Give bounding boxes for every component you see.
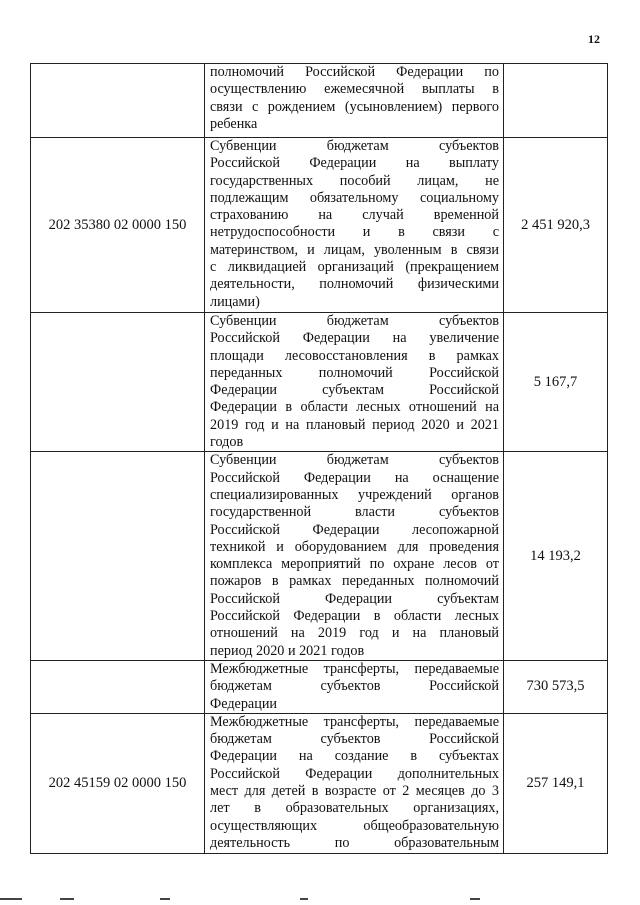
description-line: бюджетам субъектов Российской — [210, 678, 499, 695]
page-bottom-marks — [0, 895, 640, 901]
table-row — [31, 660, 608, 713]
description-line: подлежащим обязательному социальному — [210, 189, 499, 206]
description-line: Российской Федерации дополнительных — [210, 765, 499, 782]
amount-cell — [504, 64, 608, 138]
description-line: мест для детей в возрасте от 2 месяцев до 3 — [210, 783, 499, 800]
amount-cell: 5 167,7 — [504, 313, 608, 452]
description-cell — [205, 713, 504, 853]
description-line: площади лесовосстановления в рамках — [210, 347, 499, 364]
description-line-last: лицами) — [210, 293, 260, 310]
budget-table — [30, 63, 608, 854]
description-line: 2019 год и на плановый период 2020 и 2021 — [210, 416, 499, 433]
amount-cell: 257 149,1 — [504, 713, 608, 853]
description-line-last: период 2020 и 2021 годов — [210, 642, 365, 659]
description-line: переданных полномочий Российской — [210, 364, 499, 381]
description-line: Межбюджетные трансферты, передаваемые — [210, 660, 499, 677]
table-row — [31, 452, 608, 661]
budget-code-cell — [31, 452, 205, 661]
description-line: деятельности, полномочий физическими — [210, 276, 499, 293]
budget-code-cell: 202 45159 02 0000 150 — [31, 713, 205, 853]
description-line: страхованию на случай временной — [210, 207, 499, 224]
description-cell — [205, 138, 504, 313]
description-line: Субвенции бюджетам субъектов — [210, 452, 499, 469]
description-line: государственной власти субъектов — [210, 504, 499, 521]
page-number: 12 — [588, 32, 600, 46]
description-line: комплекса мероприятий по охране лесов от — [210, 556, 499, 573]
table-row — [31, 313, 608, 452]
description-line: Федерации в области лесных отношений на — [210, 399, 499, 416]
description-cell — [205, 64, 504, 138]
table-row — [31, 64, 608, 138]
description-line: лет в образовательных организациях, — [210, 800, 499, 817]
description-line: государственных пособий лицам, не — [210, 172, 499, 189]
budget-code-cell: 202 35380 02 0000 150 — [31, 138, 205, 313]
description-cell — [205, 660, 504, 713]
description-line: осуществлению ежемесячной выплаты в — [210, 81, 499, 98]
budget-code-cell — [31, 313, 205, 452]
description-line: отношений на 2019 год и на плановый — [210, 625, 499, 642]
description-line-last: ребенка — [210, 115, 258, 132]
description-line: Российской Федерации на оснащение — [210, 469, 499, 486]
description-line: с ликвидацией организаций (прекращением — [210, 259, 499, 276]
description-line: пожаров в рамках переданных полномочий — [210, 573, 499, 590]
budget-code-cell — [31, 64, 205, 138]
description-line-last: Федерации — [210, 695, 278, 712]
description-line: Российской Федерации лесопожарной — [210, 521, 499, 538]
description-line: полномочий Российской Федерации по — [210, 64, 499, 80]
description-line: Российской Федерации субъектам — [210, 590, 499, 607]
table-row — [31, 138, 608, 313]
amount-cell: 2 451 920,3 — [504, 138, 608, 313]
description-line: Российской Федерации на выплату — [210, 155, 499, 172]
description-cell — [205, 452, 504, 661]
description-line: Федерации субъектам Российской — [210, 382, 499, 399]
description-line: нетрудоспособности и в связи с — [210, 224, 499, 241]
description-line: Российской Федерации на увеличение — [210, 330, 499, 347]
amount-cell: 730 573,5 — [504, 660, 608, 713]
budget-code-cell — [31, 660, 205, 713]
description-line: Субвенции бюджетам субъектов — [210, 138, 499, 154]
table-row — [31, 713, 608, 853]
description-line: материнством, и лицам, уволенным в связи — [210, 241, 499, 258]
description-line: Федерации на создание в субъектах — [210, 748, 499, 765]
description-line: бюджетам субъектов Российской — [210, 731, 499, 748]
description-line: Межбюджетные трансферты, передаваемые — [210, 713, 499, 730]
description-line: Субвенции бюджетам субъектов — [210, 313, 499, 329]
description-line: деятельность по образовательным — [210, 834, 499, 851]
description-line: специализированных учреждений органов — [210, 486, 499, 503]
amount-cell: 14 193,2 — [504, 452, 608, 661]
description-line: связи с рождением (усыновлением) первого — [210, 98, 499, 115]
description-line: техникой и оборудованием для проведения — [210, 538, 499, 555]
description-cell — [205, 313, 504, 452]
description-line-last: годов — [210, 434, 244, 451]
description-line: Российской Федерации в области лесных — [210, 608, 499, 625]
description-line: осуществляющих общеобразовательную — [210, 817, 499, 834]
